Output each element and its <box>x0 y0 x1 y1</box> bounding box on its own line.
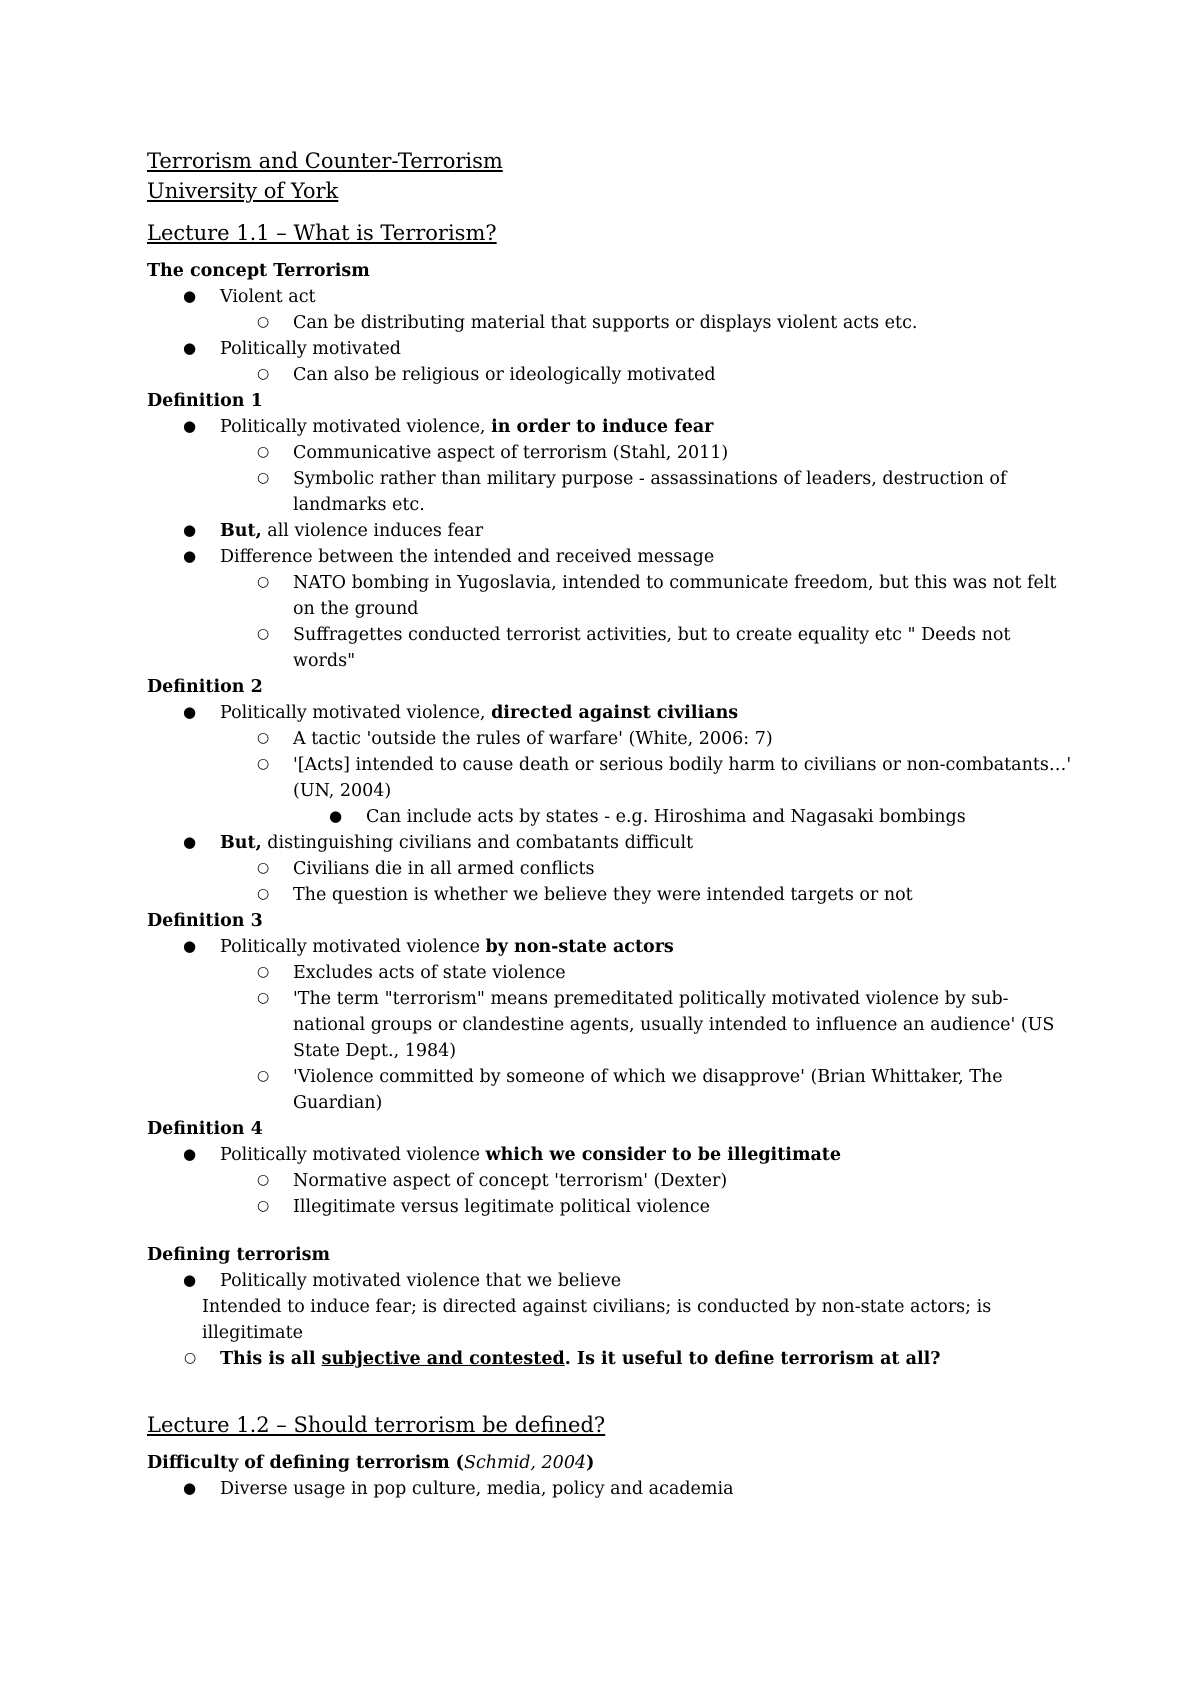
bullet-icon: ● <box>183 703 197 721</box>
circle-bullet-icon: ○ <box>257 1068 270 1084</box>
bullet-icon: ● <box>183 1271 197 1289</box>
bullet-icon: ● <box>183 1145 197 1163</box>
list-item: ○ A tactic 'outside the rules of warfare' (White, 2006: 7) <box>147 726 1077 752</box>
list-item: ○ Symbolic rather than military purpose - assassinations of leaders, destruction of landmarks etc. <box>147 466 1077 518</box>
continuation-text: Intended to induce fear; is directed against civilians; is conducted by non-state actors; is illegitimate <box>202 1297 992 1343</box>
lecture-heading-1-1: Lecture 1.1 – What is Terrorism? <box>147 221 497 245</box>
circle-bullet-icon: ○ <box>257 730 270 746</box>
list-item: ○ NATO bombing in Yugoslavia, intended to communicate freedom, but this was not felt on the ground <box>147 570 1077 622</box>
bullet-icon: ● <box>329 807 343 825</box>
bullet-icon: ● <box>183 1479 197 1497</box>
list-item: ● Politically motivated violence which we consider to be illegitimate <box>147 1142 1077 1168</box>
circle-bullet-icon: ○ <box>257 1172 270 1188</box>
circle-bullet-icon: ○ <box>184 1350 197 1366</box>
list-item: ● Can include acts by states - e.g. Hiroshima and Nagasaki bombings <box>147 804 1077 830</box>
list-item: ● Politically motivated violence, directed against civilians <box>147 700 1077 726</box>
list-item: ● Politically motivated violence that we believe <box>147 1268 1077 1294</box>
circle-bullet-icon: ○ <box>257 886 270 902</box>
section-heading-definition-3: Definition 3 <box>147 911 263 931</box>
list-item: ○ Can be distributing material that supports or displays violent acts etc. <box>147 310 1077 336</box>
circle-bullet-icon: ○ <box>257 444 270 460</box>
document-title: Terrorism and Counter-Terrorism <box>147 149 503 173</box>
list-item: ● Difference between the intended and received message <box>147 544 1077 570</box>
section-heading-definition-4: Definition 4 <box>147 1119 263 1139</box>
circle-bullet-icon: ○ <box>257 1198 270 1214</box>
list-item: ● But, distinguishing civilians and combatants difficult <box>147 830 1077 856</box>
list-item: ● Politically motivated violence, in order to induce fear <box>147 414 1077 440</box>
circle-bullet-icon: ○ <box>257 964 270 980</box>
document-content <box>147 146 1077 1502</box>
section-heading-definition-1: Definition 1 <box>147 391 263 411</box>
circle-bullet-icon: ○ <box>257 574 270 590</box>
list-item: ○ Can also be religious or ideologically motivated <box>147 362 1077 388</box>
list-item: ○ Civilians die in all armed conflicts <box>147 856 1077 882</box>
list-item: ○ Illegitimate versus legitimate political violence <box>147 1194 1077 1220</box>
list-item: ● But, all violence induces fear <box>147 518 1077 544</box>
list-item: ○ Communicative aspect of terrorism (Stahl, 2011) <box>147 440 1077 466</box>
list-item: ○ This is all subjective and contested. Is it useful to define terrorism at all? <box>147 1346 1077 1372</box>
list-item: ● Violent act <box>147 284 1077 310</box>
list-item: ○ '[Acts] intended to cause death or serious bodily harm to civilians or non-combatants…' (UN, 2004) <box>147 752 1077 804</box>
document-subtitle: University of York <box>147 179 339 203</box>
list-item: ○ 'The term "terrorism" means premeditated politically motivated violence by sub-national groups or clandestine agents, usually intended to influence an audience' (US State Dept., 1984) <box>147 986 1077 1064</box>
list-item: ● Politically motivated violence by non-state actors <box>147 934 1077 960</box>
circle-bullet-icon: ○ <box>257 314 270 330</box>
bullet-icon: ● <box>183 547 197 565</box>
list-item: ● Politically motivated <box>147 336 1077 362</box>
circle-bullet-icon: ○ <box>257 626 270 642</box>
circle-bullet-icon: ○ <box>257 990 270 1006</box>
section-heading-defining-terrorism: Defining terrorism <box>147 1245 331 1265</box>
lecture-heading-1-2: Lecture 1.2 – Should terrorism be defined? <box>147 1413 606 1437</box>
section-heading-concept: The concept Terrorism <box>147 261 370 281</box>
bullet-icon: ● <box>183 833 197 851</box>
list-item: ○ The question is whether we believe they were intended targets or not <box>147 882 1077 908</box>
bullet-icon: ● <box>183 937 197 955</box>
circle-bullet-icon: ○ <box>257 470 270 486</box>
circle-bullet-icon: ○ <box>257 366 270 382</box>
bullet-icon: ● <box>183 521 197 539</box>
list-item: ○ Excludes acts of state violence <box>147 960 1077 986</box>
bullet-icon: ● <box>183 339 197 357</box>
section-heading-difficulty: Difficulty of defining terrorism (Schmid, 2004) <box>147 1453 595 1473</box>
list-item: ○ Suffragettes conducted terrorist activities, but to create equality etc " Deeds not words" <box>147 622 1077 674</box>
circle-bullet-icon: ○ <box>257 756 270 772</box>
list-item: ○ Normative aspect of concept 'terrorism' (Dexter) <box>147 1168 1077 1194</box>
list-item: ● Diverse usage in pop culture, media, policy and academia <box>147 1476 1077 1502</box>
circle-bullet-icon: ○ <box>257 860 270 876</box>
section-heading-definition-2: Definition 2 <box>147 677 263 697</box>
list-item: ○ 'Violence committed by someone of which we disapprove' (Brian Whittaker, The Guardian) <box>147 1064 1077 1116</box>
bullet-icon: ● <box>183 287 197 305</box>
bullet-icon: ● <box>183 417 197 435</box>
